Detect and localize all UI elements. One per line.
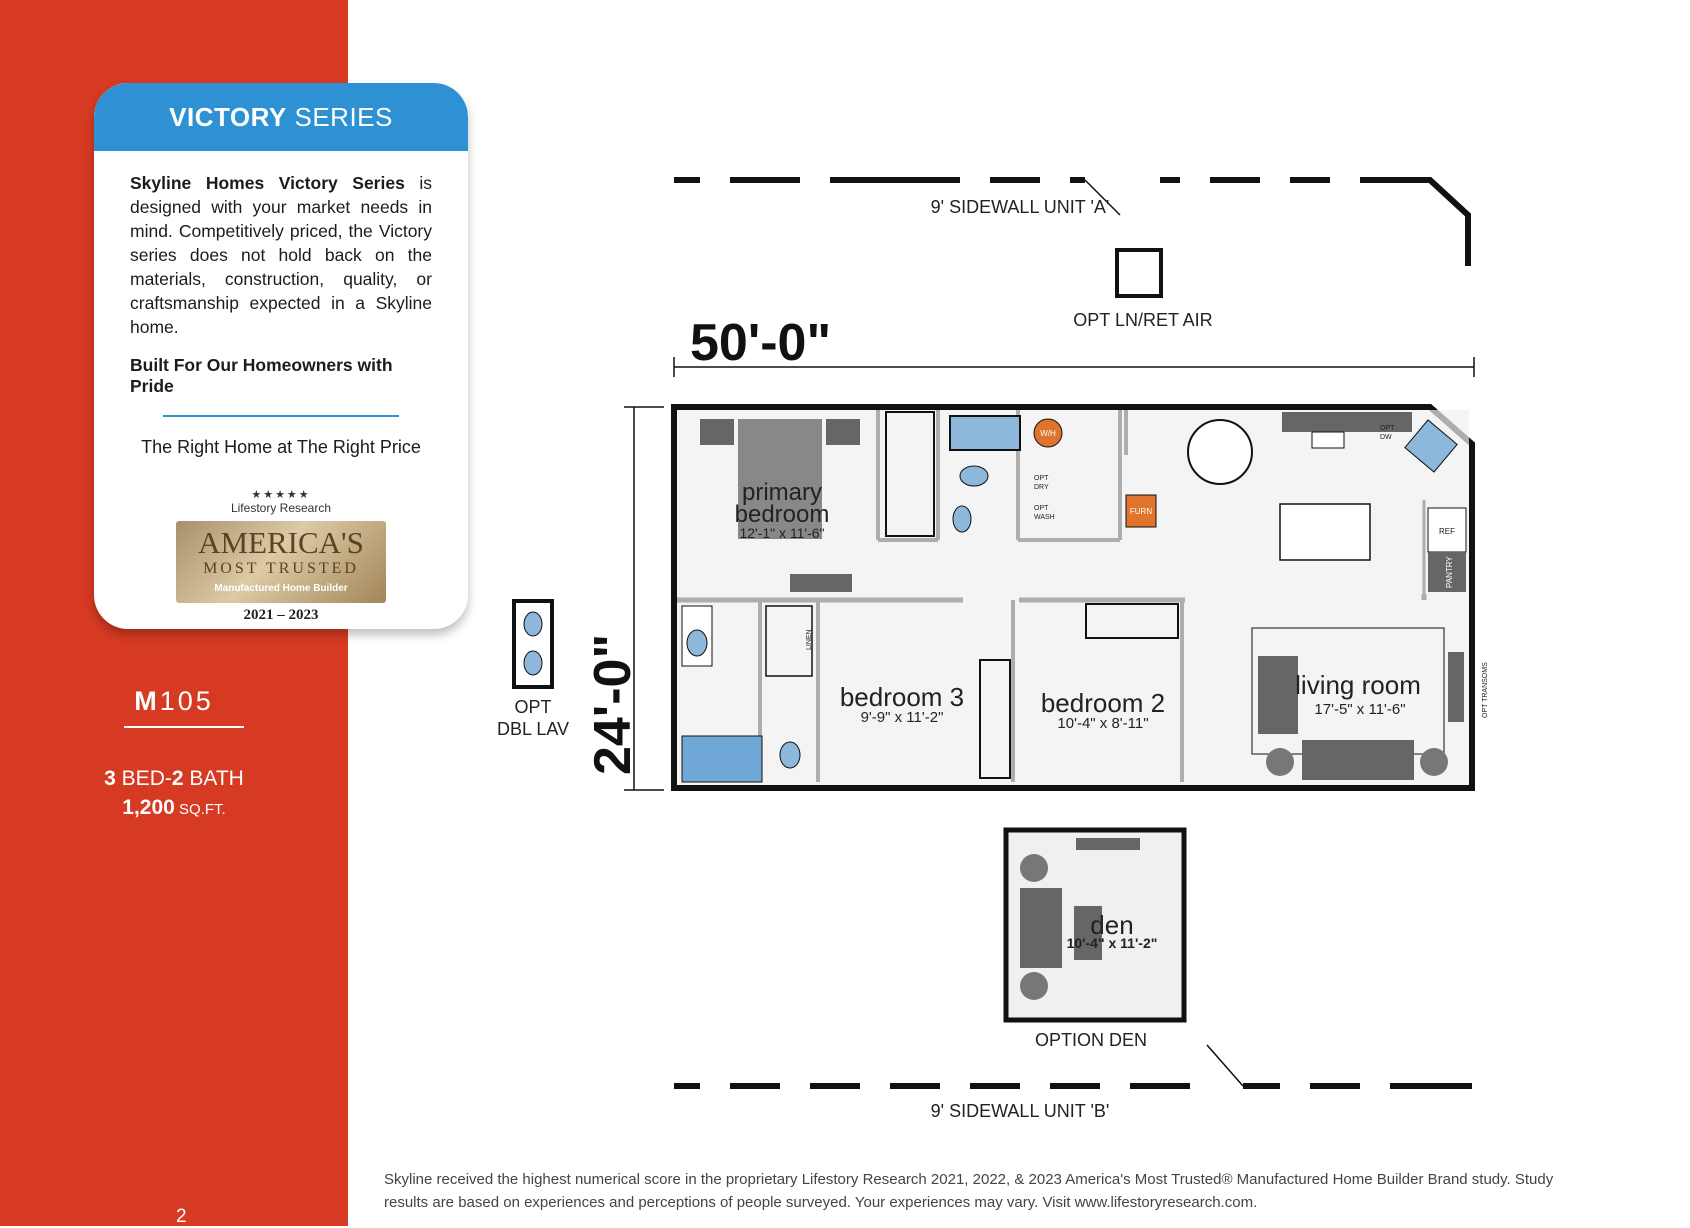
seal-line1: AMERICA'S	[198, 525, 364, 560]
nightstand	[700, 419, 734, 445]
sidewall-a-label: 9' SIDEWALL UNIT 'A'	[930, 197, 1110, 217]
hall-toilet	[780, 742, 800, 768]
opt-dw-label: OPT	[1380, 425, 1395, 432]
toilet	[960, 466, 988, 486]
den-tv	[1076, 838, 1140, 850]
depth-dimension: 24'-0"	[584, 633, 642, 775]
refrigerator-label: REF	[1439, 527, 1455, 536]
living-room-size: 17'-5" x 11'-6"	[1314, 701, 1406, 718]
bathtub	[950, 416, 1020, 450]
primary-bedroom-label-2: bedroom	[734, 501, 830, 528]
opt-wash-label: OPT	[1034, 505, 1049, 512]
series-name: VICTORY	[169, 102, 287, 132]
seal-stars: ★★★★★	[251, 489, 311, 501]
model-letter: M	[134, 686, 160, 716]
dbl-lav-label: OPT	[514, 697, 552, 717]
den-table	[1020, 854, 1048, 882]
primary-bedroom-label: primary	[741, 479, 823, 506]
sofa-side	[1258, 656, 1298, 734]
bedroom-2-size: 10'-4" x 8'-11"	[1057, 715, 1149, 732]
footer-disclaimer: Skyline received the highest numerical score in the proprietary Lifestory Research 2021, 2022, & 2023 America's Most Trusted® Manufactured Home Builder Brand study. Study results are based on experiences and perceptions of people surveyed. Your experiences may vary. Visit www.lifestoryresearch.com.	[384, 1171, 1554, 1211]
seal-line3: Manufactured Home Builder	[214, 583, 348, 594]
den-label: den	[1090, 910, 1134, 940]
beds-count: 3	[104, 767, 116, 790]
opt-dw-label-2: DW	[1380, 434, 1392, 441]
series-suffix: SERIES	[286, 102, 393, 132]
linen-label: LINEN	[806, 629, 813, 650]
pantry-label: PANTRY	[1445, 556, 1454, 588]
bedroom-2-label: bedroom 2	[1040, 688, 1166, 718]
furnace-label: FURN	[1129, 507, 1153, 516]
description-body: is designed with your market needs in mind. Competitively priced, the Victory series does not hold back on the materials, construction, quality, or craftsmanship expected in a Skyline home.	[130, 173, 433, 337]
tv-console	[1448, 652, 1464, 722]
den-sofa	[1020, 888, 1062, 968]
sidewall-b-label: 9' SIDEWALL UNIT 'B'	[930, 1101, 1110, 1121]
tagline: The Right Home at The Right Price	[141, 437, 421, 457]
dining-table	[1188, 420, 1252, 484]
opt-wash-label-2: WASH	[1034, 514, 1055, 521]
side-table	[1420, 748, 1448, 776]
seal-years: 2021 – 2023	[243, 607, 319, 623]
hall-sink	[687, 630, 707, 656]
baths-count: 2	[171, 767, 184, 790]
range	[1312, 432, 1344, 448]
nightstand	[826, 419, 860, 445]
bedroom-3-label: bedroom 3	[839, 682, 965, 712]
opt-dry-label: OPT	[1034, 475, 1049, 482]
description-lead: Skyline Homes Victory Series	[130, 173, 405, 193]
seal-org: Lifestory Research	[230, 501, 332, 515]
dbl-lav-label-2: DBL LAV	[496, 719, 570, 739]
page-number: 2	[176, 1206, 187, 1227]
sink	[953, 506, 971, 532]
width-dimension: 50'-0"	[690, 314, 832, 372]
built-slogan: Built For Our Homeowners with Pride	[130, 355, 393, 396]
sofa	[1302, 740, 1414, 780]
shower	[682, 736, 762, 782]
baths-label: BATH	[183, 767, 244, 790]
option-den-label: OPTION DEN	[1034, 1030, 1148, 1050]
opt-dry-label-2: DRY	[1034, 484, 1049, 491]
beds-label: BED-	[115, 767, 172, 790]
lav-sink	[524, 612, 542, 636]
water-heater-label: W/H	[1040, 429, 1056, 438]
ret-air-box	[1117, 250, 1161, 296]
den-table	[1020, 972, 1048, 1000]
living-room-label: living room	[1295, 670, 1421, 700]
model-digits: 105	[159, 686, 214, 716]
ret-air-label: OPT LN/RET AIR	[1073, 310, 1213, 330]
lav-sink	[524, 651, 542, 675]
kitchen-island	[1280, 504, 1370, 560]
transoms-label: OPT TRANSOMS	[1482, 662, 1489, 718]
den-size: 10'-4" x 11'-2"	[1066, 935, 1158, 951]
bedroom-3-size: 9'-9" x 11'-2"	[860, 709, 944, 726]
sqft-value: 1,200	[122, 796, 175, 819]
sqft-label: SQ.FT.	[174, 801, 226, 818]
dresser	[790, 574, 852, 592]
primary-bedroom-size: 12'-1" x 11'-6"	[739, 525, 825, 541]
side-table	[1266, 748, 1294, 776]
seal-line2: MOST TRUSTED	[203, 560, 359, 577]
